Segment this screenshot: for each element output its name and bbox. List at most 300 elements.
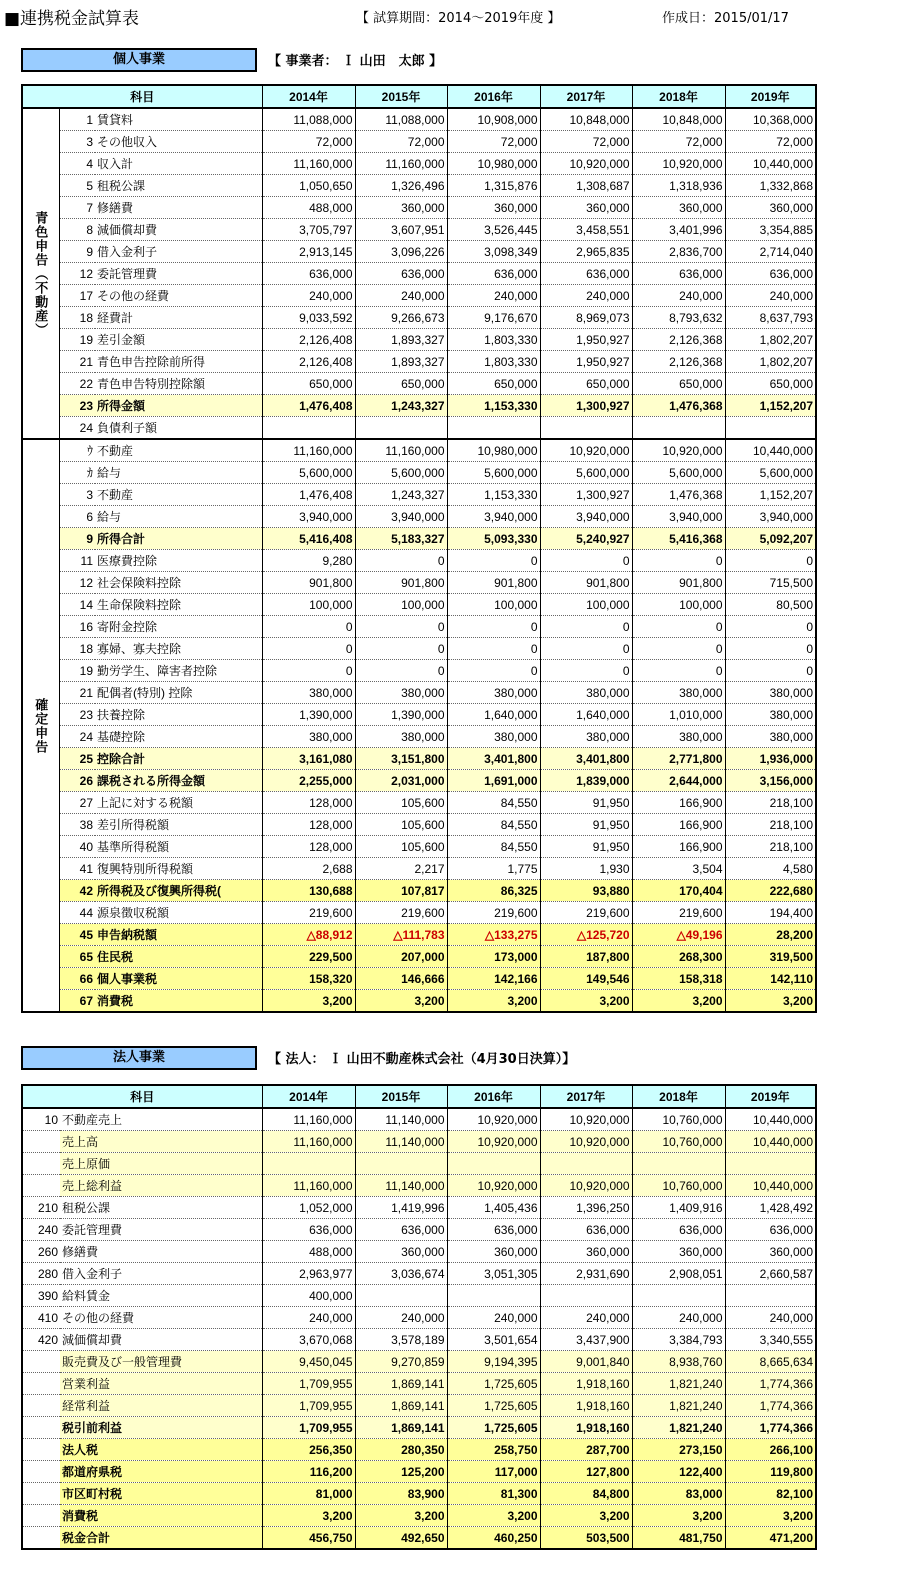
row-label: 不動産売上 bbox=[60, 1108, 262, 1131]
value-cell: 166,900 bbox=[632, 814, 725, 836]
value-cell: 636,000 bbox=[355, 1219, 447, 1241]
value-cell: 636,000 bbox=[447, 1219, 540, 1241]
value-cell: 142,166 bbox=[447, 968, 540, 990]
value-cell: 3,437,900 bbox=[540, 1329, 632, 1351]
value-cell: 173,000 bbox=[447, 946, 540, 968]
table-row bbox=[22, 1373, 816, 1395]
row-number: ｶ bbox=[59, 462, 95, 484]
value-cell: 0 bbox=[540, 660, 632, 682]
value-cell: 91,950 bbox=[540, 836, 632, 858]
value-cell: 240,000 bbox=[632, 285, 725, 307]
row-label: 上記に対する税額 bbox=[95, 792, 262, 814]
value-cell: 240,000 bbox=[447, 285, 540, 307]
row-label: 所得合計 bbox=[95, 528, 262, 550]
row-label: 販売費及び一般管理費 bbox=[60, 1351, 262, 1373]
table-row bbox=[22, 1219, 816, 1241]
row-number bbox=[22, 1527, 60, 1550]
value-cell: 240,000 bbox=[262, 1307, 355, 1329]
value-cell: 268,300 bbox=[632, 946, 725, 968]
value-cell: 10,440,000 bbox=[725, 439, 816, 462]
value-cell: 380,000 bbox=[540, 682, 632, 704]
value-cell: 650,000 bbox=[355, 373, 447, 395]
value-cell bbox=[725, 417, 816, 440]
corporate-owner: 【 法人： Ｉ 山田不動産株式会社（4月30日決算）】 bbox=[268, 1052, 576, 1067]
value-cell: 0 bbox=[725, 550, 816, 572]
value-cell: 84,800 bbox=[540, 1483, 632, 1505]
row-label: 税金合計 bbox=[60, 1527, 262, 1550]
row-label: 勤労学生、障害者控除 bbox=[95, 660, 262, 682]
table-row bbox=[22, 902, 816, 924]
value-cell: 1,869,141 bbox=[355, 1395, 447, 1417]
value-cell: 380,000 bbox=[632, 682, 725, 704]
table-row bbox=[22, 373, 816, 395]
row-number: 390 bbox=[22, 1285, 60, 1307]
value-cell: 3,501,654 bbox=[447, 1329, 540, 1351]
row-label: 基礎控除 bbox=[95, 726, 262, 748]
row-label: 所得税及び復興所得税( bbox=[95, 880, 262, 902]
row-label: 租税公課 bbox=[60, 1197, 262, 1219]
value-cell: 10,440,000 bbox=[725, 153, 816, 175]
value-cell: 11,160,000 bbox=[262, 153, 355, 175]
table-row bbox=[22, 439, 816, 462]
row-label: 委託管理費 bbox=[60, 1219, 262, 1241]
row-number: 22 bbox=[59, 373, 95, 395]
value-cell: 83,900 bbox=[355, 1483, 447, 1505]
value-cell: 219,600 bbox=[632, 902, 725, 924]
value-cell: 636,000 bbox=[262, 1219, 355, 1241]
row-label: 借入金利子 bbox=[60, 1263, 262, 1285]
value-cell: 93,880 bbox=[540, 880, 632, 902]
value-cell: 0 bbox=[447, 638, 540, 660]
value-cell: 1,930 bbox=[540, 858, 632, 880]
value-cell: 5,600,000 bbox=[355, 462, 447, 484]
value-cell: 5,600,000 bbox=[262, 462, 355, 484]
value-cell: 0 bbox=[632, 660, 725, 682]
table-row bbox=[22, 814, 816, 836]
value-cell: 1,869,141 bbox=[355, 1417, 447, 1439]
value-cell: 901,800 bbox=[632, 572, 725, 594]
row-label: 扶養控除 bbox=[95, 704, 262, 726]
column-header-year: 2019年 bbox=[725, 1085, 816, 1108]
value-cell: 105,600 bbox=[355, 814, 447, 836]
value-cell: 2,644,000 bbox=[632, 770, 725, 792]
value-cell: 0 bbox=[632, 616, 725, 638]
row-number bbox=[22, 1373, 60, 1395]
value-cell: 1,409,916 bbox=[632, 1197, 725, 1219]
value-cell bbox=[632, 1285, 725, 1307]
value-cell: 1,839,000 bbox=[540, 770, 632, 792]
value-cell: △111,783 bbox=[355, 924, 447, 946]
value-cell: 503,500 bbox=[540, 1527, 632, 1550]
row-number: 12 bbox=[59, 263, 95, 285]
value-cell: 3,200 bbox=[632, 1505, 725, 1527]
row-number: 27 bbox=[59, 792, 95, 814]
value-cell: 1,640,000 bbox=[447, 704, 540, 726]
value-cell: 10,760,000 bbox=[632, 1131, 725, 1153]
value-cell: 83,000 bbox=[632, 1483, 725, 1505]
value-cell: 100,000 bbox=[447, 594, 540, 616]
value-cell: 222,680 bbox=[725, 880, 816, 902]
value-cell: 10,920,000 bbox=[632, 153, 725, 175]
row-number: 18 bbox=[59, 307, 95, 329]
value-cell bbox=[355, 1285, 447, 1307]
table-row bbox=[22, 1175, 816, 1197]
value-cell: 3,200 bbox=[725, 1505, 816, 1527]
row-number: 9 bbox=[59, 241, 95, 263]
value-cell: 9,270,859 bbox=[355, 1351, 447, 1373]
value-cell: 166,900 bbox=[632, 792, 725, 814]
value-cell: 636,000 bbox=[262, 263, 355, 285]
corporate-section-header bbox=[0, 1046, 912, 1076]
value-cell: 8,969,073 bbox=[540, 307, 632, 329]
table-row bbox=[22, 550, 816, 572]
table-row bbox=[22, 594, 816, 616]
value-cell: 100,000 bbox=[540, 594, 632, 616]
value-cell: 1,821,240 bbox=[632, 1395, 725, 1417]
value-cell: 240,000 bbox=[632, 1307, 725, 1329]
value-cell: 1,918,160 bbox=[540, 1395, 632, 1417]
row-number bbox=[22, 1505, 60, 1527]
value-cell: 0 bbox=[540, 550, 632, 572]
value-cell: 10,920,000 bbox=[540, 153, 632, 175]
row-number: 14 bbox=[59, 594, 95, 616]
value-cell: 3,940,000 bbox=[632, 506, 725, 528]
value-cell: 1,318,936 bbox=[632, 175, 725, 197]
table-row bbox=[22, 1197, 816, 1219]
value-cell: 84,550 bbox=[447, 814, 540, 836]
value-cell: 1,936,000 bbox=[725, 748, 816, 770]
table-row bbox=[22, 1505, 816, 1527]
value-cell: 2,217 bbox=[355, 858, 447, 880]
value-cell: 3,940,000 bbox=[540, 506, 632, 528]
row-label: 給料賃金 bbox=[60, 1285, 262, 1307]
row-number: 8 bbox=[59, 219, 95, 241]
table-row bbox=[22, 770, 816, 792]
value-cell: 3,096,226 bbox=[355, 241, 447, 263]
created-date: 作成日：2015/01/17 bbox=[662, 11, 789, 26]
row-number: 65 bbox=[59, 946, 95, 968]
value-cell: 3,940,000 bbox=[355, 506, 447, 528]
value-cell: 901,800 bbox=[540, 572, 632, 594]
table-row bbox=[22, 1527, 816, 1550]
value-cell: 3,940,000 bbox=[447, 506, 540, 528]
value-cell: 360,000 bbox=[447, 1241, 540, 1263]
row-label: 売上総利益 bbox=[60, 1175, 262, 1197]
value-cell: 81,300 bbox=[447, 1483, 540, 1505]
value-cell: 11,088,000 bbox=[355, 108, 447, 131]
value-cell: 218,100 bbox=[725, 836, 816, 858]
value-cell: 1,300,927 bbox=[540, 395, 632, 417]
value-cell: 11,160,000 bbox=[355, 153, 447, 175]
value-cell: 240,000 bbox=[355, 1307, 447, 1329]
row-label: 控除合計 bbox=[95, 748, 262, 770]
value-cell: 650,000 bbox=[447, 373, 540, 395]
value-cell: 5,600,000 bbox=[632, 462, 725, 484]
value-cell: 187,800 bbox=[540, 946, 632, 968]
row-number: 3 bbox=[59, 484, 95, 506]
value-cell: 3,161,080 bbox=[262, 748, 355, 770]
table-row bbox=[22, 417, 816, 440]
column-header-year: 2016年 bbox=[447, 1085, 540, 1108]
column-header-year: 2014年 bbox=[262, 1085, 355, 1108]
row-number: 1 bbox=[59, 108, 95, 131]
value-cell: 636,000 bbox=[540, 1219, 632, 1241]
value-cell: 10,368,000 bbox=[725, 108, 816, 131]
row-label: 申告納税額 bbox=[95, 924, 262, 946]
value-cell: 1,052,000 bbox=[262, 1197, 355, 1219]
value-cell: 3,200 bbox=[540, 990, 632, 1013]
personal-section-header bbox=[0, 48, 912, 78]
value-cell: 0 bbox=[262, 660, 355, 682]
value-cell: 636,000 bbox=[725, 1219, 816, 1241]
value-cell: 3,200 bbox=[355, 990, 447, 1013]
value-cell: 10,848,000 bbox=[632, 108, 725, 131]
table-row bbox=[22, 329, 816, 351]
row-number: 67 bbox=[59, 990, 95, 1013]
table-row bbox=[22, 880, 816, 902]
row-number: ｳ bbox=[59, 439, 95, 462]
table-row bbox=[22, 616, 816, 638]
row-number: 21 bbox=[59, 682, 95, 704]
value-cell: 2,965,835 bbox=[540, 241, 632, 263]
value-cell: 0 bbox=[447, 550, 540, 572]
value-cell: 901,800 bbox=[447, 572, 540, 594]
row-label: その他の経費 bbox=[95, 285, 262, 307]
value-cell: 10,848,000 bbox=[540, 108, 632, 131]
value-cell: 380,000 bbox=[725, 726, 816, 748]
personal-section-label: 個人事業 bbox=[21, 48, 257, 72]
table-row bbox=[22, 726, 816, 748]
value-cell: 100,000 bbox=[262, 594, 355, 616]
value-cell: 11,160,000 bbox=[262, 1175, 355, 1197]
row-number bbox=[22, 1417, 60, 1439]
value-cell: 1,476,368 bbox=[632, 484, 725, 506]
value-cell: 3,200 bbox=[447, 1505, 540, 1527]
table-row bbox=[22, 1108, 816, 1131]
value-cell: 1,774,366 bbox=[725, 1373, 816, 1395]
value-cell: 0 bbox=[355, 550, 447, 572]
value-cell: 266,100 bbox=[725, 1439, 816, 1461]
row-label: 売上原価 bbox=[60, 1153, 262, 1175]
row-number: 18 bbox=[59, 638, 95, 660]
row-number bbox=[22, 1351, 60, 1373]
value-cell: 72,000 bbox=[355, 131, 447, 153]
table-row bbox=[22, 682, 816, 704]
value-cell: 10,920,000 bbox=[632, 439, 725, 462]
table-row bbox=[22, 307, 816, 329]
value-cell bbox=[262, 417, 355, 440]
row-label: 消費税 bbox=[60, 1505, 262, 1527]
value-cell: 1,326,496 bbox=[355, 175, 447, 197]
value-cell: 10,920,000 bbox=[447, 1131, 540, 1153]
value-cell: 2,031,000 bbox=[355, 770, 447, 792]
value-cell: 11,140,000 bbox=[355, 1131, 447, 1153]
value-cell: 3,384,793 bbox=[632, 1329, 725, 1351]
value-cell: 149,546 bbox=[540, 968, 632, 990]
value-cell: 488,000 bbox=[262, 197, 355, 219]
value-cell: 166,900 bbox=[632, 836, 725, 858]
value-cell: 0 bbox=[540, 638, 632, 660]
corporate-header-row bbox=[22, 1085, 816, 1108]
table-row bbox=[22, 660, 816, 682]
table-row bbox=[22, 506, 816, 528]
value-cell: 3,200 bbox=[540, 1505, 632, 1527]
value-cell: 130,688 bbox=[262, 880, 355, 902]
value-cell: 287,700 bbox=[540, 1439, 632, 1461]
value-cell: 1,419,996 bbox=[355, 1197, 447, 1219]
corporate-table bbox=[21, 1084, 817, 1550]
value-cell: 10,440,000 bbox=[725, 1108, 816, 1131]
value-cell: 1,691,000 bbox=[447, 770, 540, 792]
row-label: 給与 bbox=[95, 462, 262, 484]
value-cell: 488,000 bbox=[262, 1241, 355, 1263]
table-row bbox=[22, 968, 816, 990]
value-cell: 3,200 bbox=[725, 990, 816, 1013]
value-cell: 11,160,000 bbox=[262, 1108, 355, 1131]
value-cell: 1,725,605 bbox=[447, 1417, 540, 1439]
value-cell bbox=[447, 417, 540, 440]
value-cell: 1,396,250 bbox=[540, 1197, 632, 1219]
value-cell: 258,750 bbox=[447, 1439, 540, 1461]
value-cell: 1,709,955 bbox=[262, 1417, 355, 1439]
row-number: 420 bbox=[22, 1329, 60, 1351]
column-header-item: 科目 bbox=[22, 1085, 262, 1108]
value-cell: 207,000 bbox=[355, 946, 447, 968]
table-row bbox=[22, 836, 816, 858]
value-cell: 9,280 bbox=[262, 550, 355, 572]
row-number bbox=[22, 1153, 60, 1175]
value-cell: 240,000 bbox=[447, 1307, 540, 1329]
row-number: 42 bbox=[59, 880, 95, 902]
value-cell: 1,821,240 bbox=[632, 1417, 725, 1439]
row-label: 減価償却費 bbox=[60, 1329, 262, 1351]
value-cell: 2,660,587 bbox=[725, 1263, 816, 1285]
table-row bbox=[22, 462, 816, 484]
row-label: 差引所得税額 bbox=[95, 814, 262, 836]
value-cell: △125,720 bbox=[540, 924, 632, 946]
column-header-year: 2014年 bbox=[262, 85, 355, 108]
value-cell: 1,390,000 bbox=[355, 704, 447, 726]
value-cell: 80,500 bbox=[725, 594, 816, 616]
value-cell: 0 bbox=[725, 616, 816, 638]
value-cell: 9,266,673 bbox=[355, 307, 447, 329]
value-cell: 0 bbox=[355, 660, 447, 682]
value-cell: 10,760,000 bbox=[632, 1175, 725, 1197]
value-cell: 360,000 bbox=[540, 1241, 632, 1263]
row-number: 19 bbox=[59, 660, 95, 682]
row-number: 24 bbox=[59, 726, 95, 748]
value-cell: 119,800 bbox=[725, 1461, 816, 1483]
row-label: 生命保険料控除 bbox=[95, 594, 262, 616]
value-cell: 10,920,000 bbox=[540, 439, 632, 462]
table-row bbox=[22, 108, 816, 131]
value-cell: 100,000 bbox=[632, 594, 725, 616]
value-cell: 72,000 bbox=[447, 131, 540, 153]
value-cell: 1,428,492 bbox=[725, 1197, 816, 1219]
value-cell: 10,980,000 bbox=[447, 439, 540, 462]
value-cell: 360,000 bbox=[355, 1241, 447, 1263]
value-cell: 380,000 bbox=[262, 682, 355, 704]
row-label: 住民税 bbox=[95, 946, 262, 968]
value-cell: 219,600 bbox=[447, 902, 540, 924]
table-row bbox=[22, 175, 816, 197]
value-cell: 240,000 bbox=[725, 285, 816, 307]
table-row bbox=[22, 528, 816, 550]
value-cell: 10,920,000 bbox=[540, 1131, 632, 1153]
value-cell: 240,000 bbox=[725, 1307, 816, 1329]
row-label: 差引金額 bbox=[95, 329, 262, 351]
row-number: 240 bbox=[22, 1219, 60, 1241]
value-cell: 256,350 bbox=[262, 1439, 355, 1461]
value-cell: 4,580 bbox=[725, 858, 816, 880]
value-cell: 8,938,760 bbox=[632, 1351, 725, 1373]
value-cell: 3,940,000 bbox=[262, 506, 355, 528]
row-label: 復興特別所得税額 bbox=[95, 858, 262, 880]
row-number: 280 bbox=[22, 1263, 60, 1285]
row-label: 不動産 bbox=[95, 484, 262, 506]
value-cell: 5,600,000 bbox=[725, 462, 816, 484]
value-cell: 715,500 bbox=[725, 572, 816, 594]
value-cell: 1,869,141 bbox=[355, 1373, 447, 1395]
value-cell: 5,600,000 bbox=[447, 462, 540, 484]
table-row bbox=[22, 395, 816, 417]
value-cell: 380,000 bbox=[632, 726, 725, 748]
value-cell: 2,126,408 bbox=[262, 351, 355, 373]
table-row bbox=[22, 858, 816, 880]
value-cell: 10,908,000 bbox=[447, 108, 540, 131]
row-number: 260 bbox=[22, 1241, 60, 1263]
value-cell: 2,688 bbox=[262, 858, 355, 880]
value-cell bbox=[540, 417, 632, 440]
value-cell: 1,153,330 bbox=[447, 484, 540, 506]
row-number: 19 bbox=[59, 329, 95, 351]
value-cell: 142,110 bbox=[725, 968, 816, 990]
row-number bbox=[22, 1131, 60, 1153]
value-cell: 481,750 bbox=[632, 1527, 725, 1550]
row-number: 66 bbox=[59, 968, 95, 990]
value-cell: 10,920,000 bbox=[540, 1175, 632, 1197]
row-label: 寡婦、寡夫控除 bbox=[95, 638, 262, 660]
value-cell: 1,774,366 bbox=[725, 1395, 816, 1417]
table-row bbox=[22, 638, 816, 660]
value-cell: 360,000 bbox=[355, 197, 447, 219]
value-cell: 81,000 bbox=[262, 1483, 355, 1505]
value-cell: 86,325 bbox=[447, 880, 540, 902]
value-cell: 319,500 bbox=[725, 946, 816, 968]
value-cell: 1,893,327 bbox=[355, 329, 447, 351]
row-number: 23 bbox=[59, 704, 95, 726]
table-row bbox=[22, 197, 816, 219]
value-cell: 3,151,800 bbox=[355, 748, 447, 770]
column-header-year: 2015年 bbox=[355, 85, 447, 108]
table-row bbox=[22, 153, 816, 175]
table-row bbox=[22, 924, 816, 946]
value-cell: 1,050,650 bbox=[262, 175, 355, 197]
value-cell: 0 bbox=[262, 616, 355, 638]
value-cell: 3,578,189 bbox=[355, 1329, 447, 1351]
table-row bbox=[22, 792, 816, 814]
value-cell: 360,000 bbox=[632, 1241, 725, 1263]
row-number: 5 bbox=[59, 175, 95, 197]
value-cell: 1,153,330 bbox=[447, 395, 540, 417]
value-cell: 3,401,800 bbox=[540, 748, 632, 770]
table-row bbox=[22, 1241, 816, 1263]
table-row bbox=[22, 704, 816, 726]
value-cell: 3,200 bbox=[447, 990, 540, 1013]
row-label: 寄附金控除 bbox=[95, 616, 262, 638]
value-cell: 650,000 bbox=[632, 373, 725, 395]
value-cell: 380,000 bbox=[262, 726, 355, 748]
